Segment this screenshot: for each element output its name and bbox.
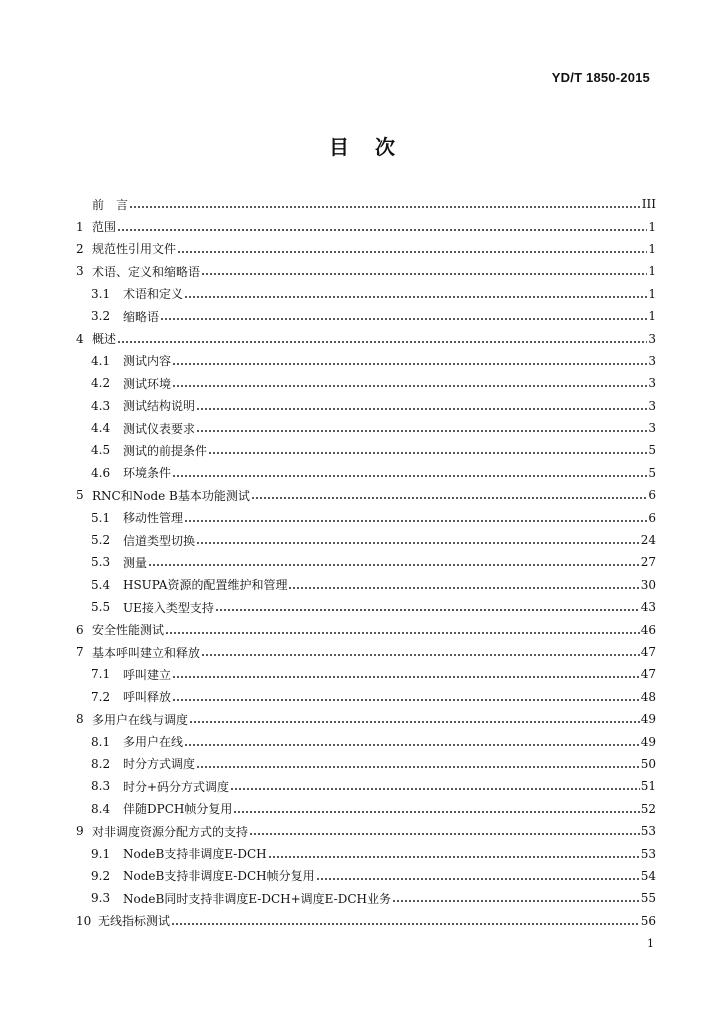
dot-leader — [171, 915, 640, 927]
dot-leader — [316, 870, 640, 882]
dot-leader — [184, 288, 647, 300]
toc-entry — [76, 618, 656, 640]
toc-entry — [76, 260, 656, 282]
dot-leader — [184, 512, 647, 524]
dot-leader — [208, 444, 647, 456]
toc-entry-page: 46 — [640, 622, 656, 637]
toc-entry-number: 5.5 — [91, 600, 111, 615]
toc-entry-page: 56 — [640, 913, 656, 928]
toc-entry — [76, 439, 656, 461]
toc-entry-label: 测试仪表要求 — [123, 421, 196, 436]
toc-entry — [76, 462, 656, 484]
toc-entry — [76, 238, 656, 260]
toc-entry — [76, 283, 656, 305]
toc-entry-label: 规范性引用文件 — [92, 242, 177, 257]
toc-entry-label: 呼叫建立 — [123, 667, 172, 682]
toc-entry-number: 3.1 — [91, 286, 111, 301]
toc-entry — [76, 842, 656, 864]
toc-entry-number: 4.6 — [91, 465, 111, 480]
dot-leader — [117, 221, 647, 233]
dot-leader — [196, 758, 640, 770]
dot-leader — [288, 579, 639, 591]
toc-entry-label: 缩略语 — [123, 309, 160, 324]
toc-entry-page: 3 — [648, 331, 656, 346]
toc-entry-number: 7.2 — [91, 689, 111, 704]
toc-entry-page: 55 — [640, 891, 656, 906]
toc-entry-number: 9 — [76, 824, 84, 839]
dot-leader — [230, 780, 640, 792]
toc-entry — [76, 215, 656, 237]
toc-entry-label: UE接入类型支持 — [123, 600, 214, 615]
toc-entry — [76, 529, 656, 551]
toc-entry-label: 无线指标测试 — [98, 914, 171, 929]
toc-entry-label: 测试结构说明 — [123, 399, 196, 414]
toc-entry-label: 时分+码分方式调度 — [123, 779, 230, 794]
dot-leader — [215, 601, 640, 613]
toc-entry — [76, 641, 656, 663]
toc-entry-number: 2 — [76, 241, 84, 256]
toc-entry — [76, 193, 656, 215]
dot-leader — [172, 668, 640, 680]
toc-entry-number: 5 — [76, 488, 84, 503]
dot-leader — [392, 892, 640, 904]
toc-entry-label: 对非调度资源分配方式的支持 — [92, 824, 249, 839]
dot-leader — [177, 243, 647, 255]
toc-entry-number: 7.1 — [91, 667, 111, 682]
dot-leader — [196, 534, 640, 546]
toc-entry — [76, 775, 656, 797]
toc-entry-number: 4.1 — [91, 353, 111, 368]
dot-leader — [251, 489, 648, 501]
toc-entry-number: 5.1 — [91, 510, 111, 525]
toc-entry — [76, 910, 656, 932]
dot-leader — [201, 265, 647, 277]
toc-entry-page: 3 — [648, 376, 656, 391]
toc-entry-label: NodeB支持非调度E-DCH — [123, 847, 267, 862]
toc-entry — [76, 596, 656, 618]
toc-entry-label: 测试的前提条件 — [123, 443, 208, 458]
toc-entry-number: 1 — [76, 219, 84, 234]
toc-entry — [76, 753, 656, 775]
dot-leader — [196, 422, 647, 434]
toc-entry-label: 安全性能测试 — [92, 623, 165, 638]
toc-entry-number: 9.3 — [91, 891, 111, 906]
toc-entry-label: 时分方式调度 — [123, 757, 196, 772]
toc-entry-page: 3 — [648, 421, 656, 436]
table-of-contents — [76, 193, 656, 932]
toc-entry-number: 8.2 — [91, 756, 111, 771]
toc-entry-number: 4.4 — [91, 421, 111, 436]
toc-entry-number: 10 — [76, 913, 92, 928]
toc-entry-number: 8 — [76, 712, 84, 727]
dot-leader — [172, 467, 647, 479]
dot-leader — [268, 848, 640, 860]
toc-entry — [76, 305, 656, 327]
toc-entry-page: 53 — [640, 846, 656, 861]
toc-entry-page: 6 — [648, 488, 656, 503]
dot-leader — [129, 198, 641, 210]
toc-entry-number: 3.2 — [91, 309, 111, 324]
toc-entry-number: 4.5 — [91, 443, 111, 458]
toc-entry-page: 50 — [640, 756, 656, 771]
toc-entry-label: 测试内容 — [123, 354, 172, 369]
toc-entry-page: 27 — [640, 555, 656, 570]
dot-leader — [233, 803, 639, 815]
dot-leader — [117, 333, 647, 345]
dot-leader — [172, 355, 647, 367]
dot-leader — [165, 624, 640, 636]
toc-entry-number: 7 — [76, 645, 84, 659]
toc-entry-label: 术语、定义和缩略语 — [92, 264, 201, 279]
toc-entry — [76, 708, 656, 730]
toc-entry-label: 测量 — [123, 555, 148, 570]
toc-entry-label: NodeB同时支持非调度E-DCH+调度E-DCH业务 — [123, 891, 391, 906]
dot-leader — [184, 736, 640, 748]
toc-entry-page: 48 — [640, 689, 656, 704]
toc-entry — [76, 327, 656, 349]
page-number: 1 — [647, 937, 654, 950]
toc-entry-page: 1 — [648, 264, 656, 279]
toc-entry — [76, 865, 656, 887]
toc-entry-page: 53 — [640, 824, 656, 839]
toc-entry-number: 9.1 — [91, 846, 111, 861]
toc-entry-page: 49 — [640, 734, 656, 749]
dot-leader — [160, 310, 647, 322]
toc-entry-page: 5 — [648, 465, 656, 480]
toc-entry — [76, 350, 656, 372]
toc-entry-number: 8.1 — [91, 734, 111, 749]
toc-entry-page: 3 — [648, 353, 656, 368]
toc-entry-label: 多用户在线与调度 — [92, 712, 189, 727]
toc-entry — [76, 484, 656, 506]
dot-leader — [189, 713, 640, 725]
toc-entry-page: 3 — [648, 398, 656, 413]
toc-entry-number: 4.3 — [91, 398, 111, 413]
toc-entry-page: 54 — [640, 868, 656, 883]
toc-entry-label: 术语和定义 — [123, 287, 184, 302]
toc-entry-label: 移动性管理 — [123, 511, 184, 526]
dot-leader — [172, 691, 640, 703]
toc-entry-page: 47 — [640, 667, 656, 682]
toc-entry — [76, 730, 656, 752]
toc-entry-label: 前 言 — [92, 197, 129, 212]
toc-entry-page: 1 — [648, 241, 656, 256]
toc-entry-number: 8.4 — [91, 801, 111, 816]
toc-entry-page: 52 — [640, 801, 656, 816]
toc-entry-number: 6 — [76, 622, 84, 637]
toc-entry — [76, 574, 656, 596]
dot-leader — [249, 825, 640, 837]
toc-entry-page: 1 — [648, 219, 656, 234]
toc-entry-page: 43 — [640, 600, 656, 615]
toc-entry-page: 6 — [648, 510, 656, 525]
dot-leader — [148, 556, 640, 568]
toc-entry-label: 基本呼叫建立和释放 — [92, 645, 201, 660]
toc-entry-label: 伴随DPCH帧分复用 — [123, 802, 233, 817]
dot-leader — [196, 400, 647, 412]
toc-entry-number: 5.2 — [91, 533, 111, 548]
toc-entry — [76, 506, 656, 528]
toc-entry-label: 测试环境 — [123, 376, 172, 391]
toc-entry-label: NodeB支持非调度E-DCH帧分复用 — [123, 869, 315, 884]
toc-entry-number: 5.3 — [91, 555, 111, 570]
toc-entry-page: 30 — [640, 577, 656, 592]
toc-entry — [76, 798, 656, 820]
toc-entry-number: 4.2 — [91, 376, 111, 391]
toc-entry — [76, 686, 656, 708]
toc-entry-label: 信道类型切换 — [123, 533, 196, 548]
toc-entry-label: 呼叫释放 — [123, 690, 172, 705]
toc-entry-page: III — [641, 197, 656, 212]
toc-entry-page: 51 — [640, 779, 656, 794]
toc-entry-label: 范围 — [92, 220, 117, 235]
toc-entry-number: 9.2 — [91, 868, 111, 883]
toc-entry-label: RNC和Node B基本功能测试 — [92, 488, 250, 503]
toc-entry — [76, 395, 656, 417]
toc-entry-number: 4 — [76, 331, 84, 346]
toc-entry-page: 5 — [648, 443, 656, 458]
toc-entry-number: 3 — [76, 264, 84, 279]
toc-entry-label: HSUPA资源的配置维护和管理 — [123, 578, 288, 593]
toc-entry — [76, 551, 656, 573]
toc-entry — [76, 372, 656, 394]
toc-entry-number: 8.3 — [91, 779, 111, 794]
toc-entry-page: 47 — [640, 645, 656, 659]
toc-entry-label: 多用户在线 — [123, 735, 184, 750]
toc-entry — [76, 820, 656, 842]
dot-leader — [172, 377, 647, 389]
toc-entry-page: 24 — [640, 533, 656, 548]
toc-entry-label: 概述 — [92, 332, 117, 347]
toc-entry-page: 1 — [648, 286, 656, 301]
page-title: 目次 — [329, 135, 421, 159]
toc-entry-page: 1 — [648, 309, 656, 324]
toc-entry-label: 环境条件 — [123, 466, 172, 481]
toc-entry — [76, 417, 656, 439]
toc-entry — [76, 663, 656, 685]
toc-entry-number: 5.4 — [91, 577, 111, 592]
toc-entry — [76, 887, 656, 909]
toc-entry-page: 49 — [640, 712, 656, 727]
dot-leader — [201, 646, 640, 658]
document-id: YD/T 1850-2015 — [551, 70, 650, 85]
